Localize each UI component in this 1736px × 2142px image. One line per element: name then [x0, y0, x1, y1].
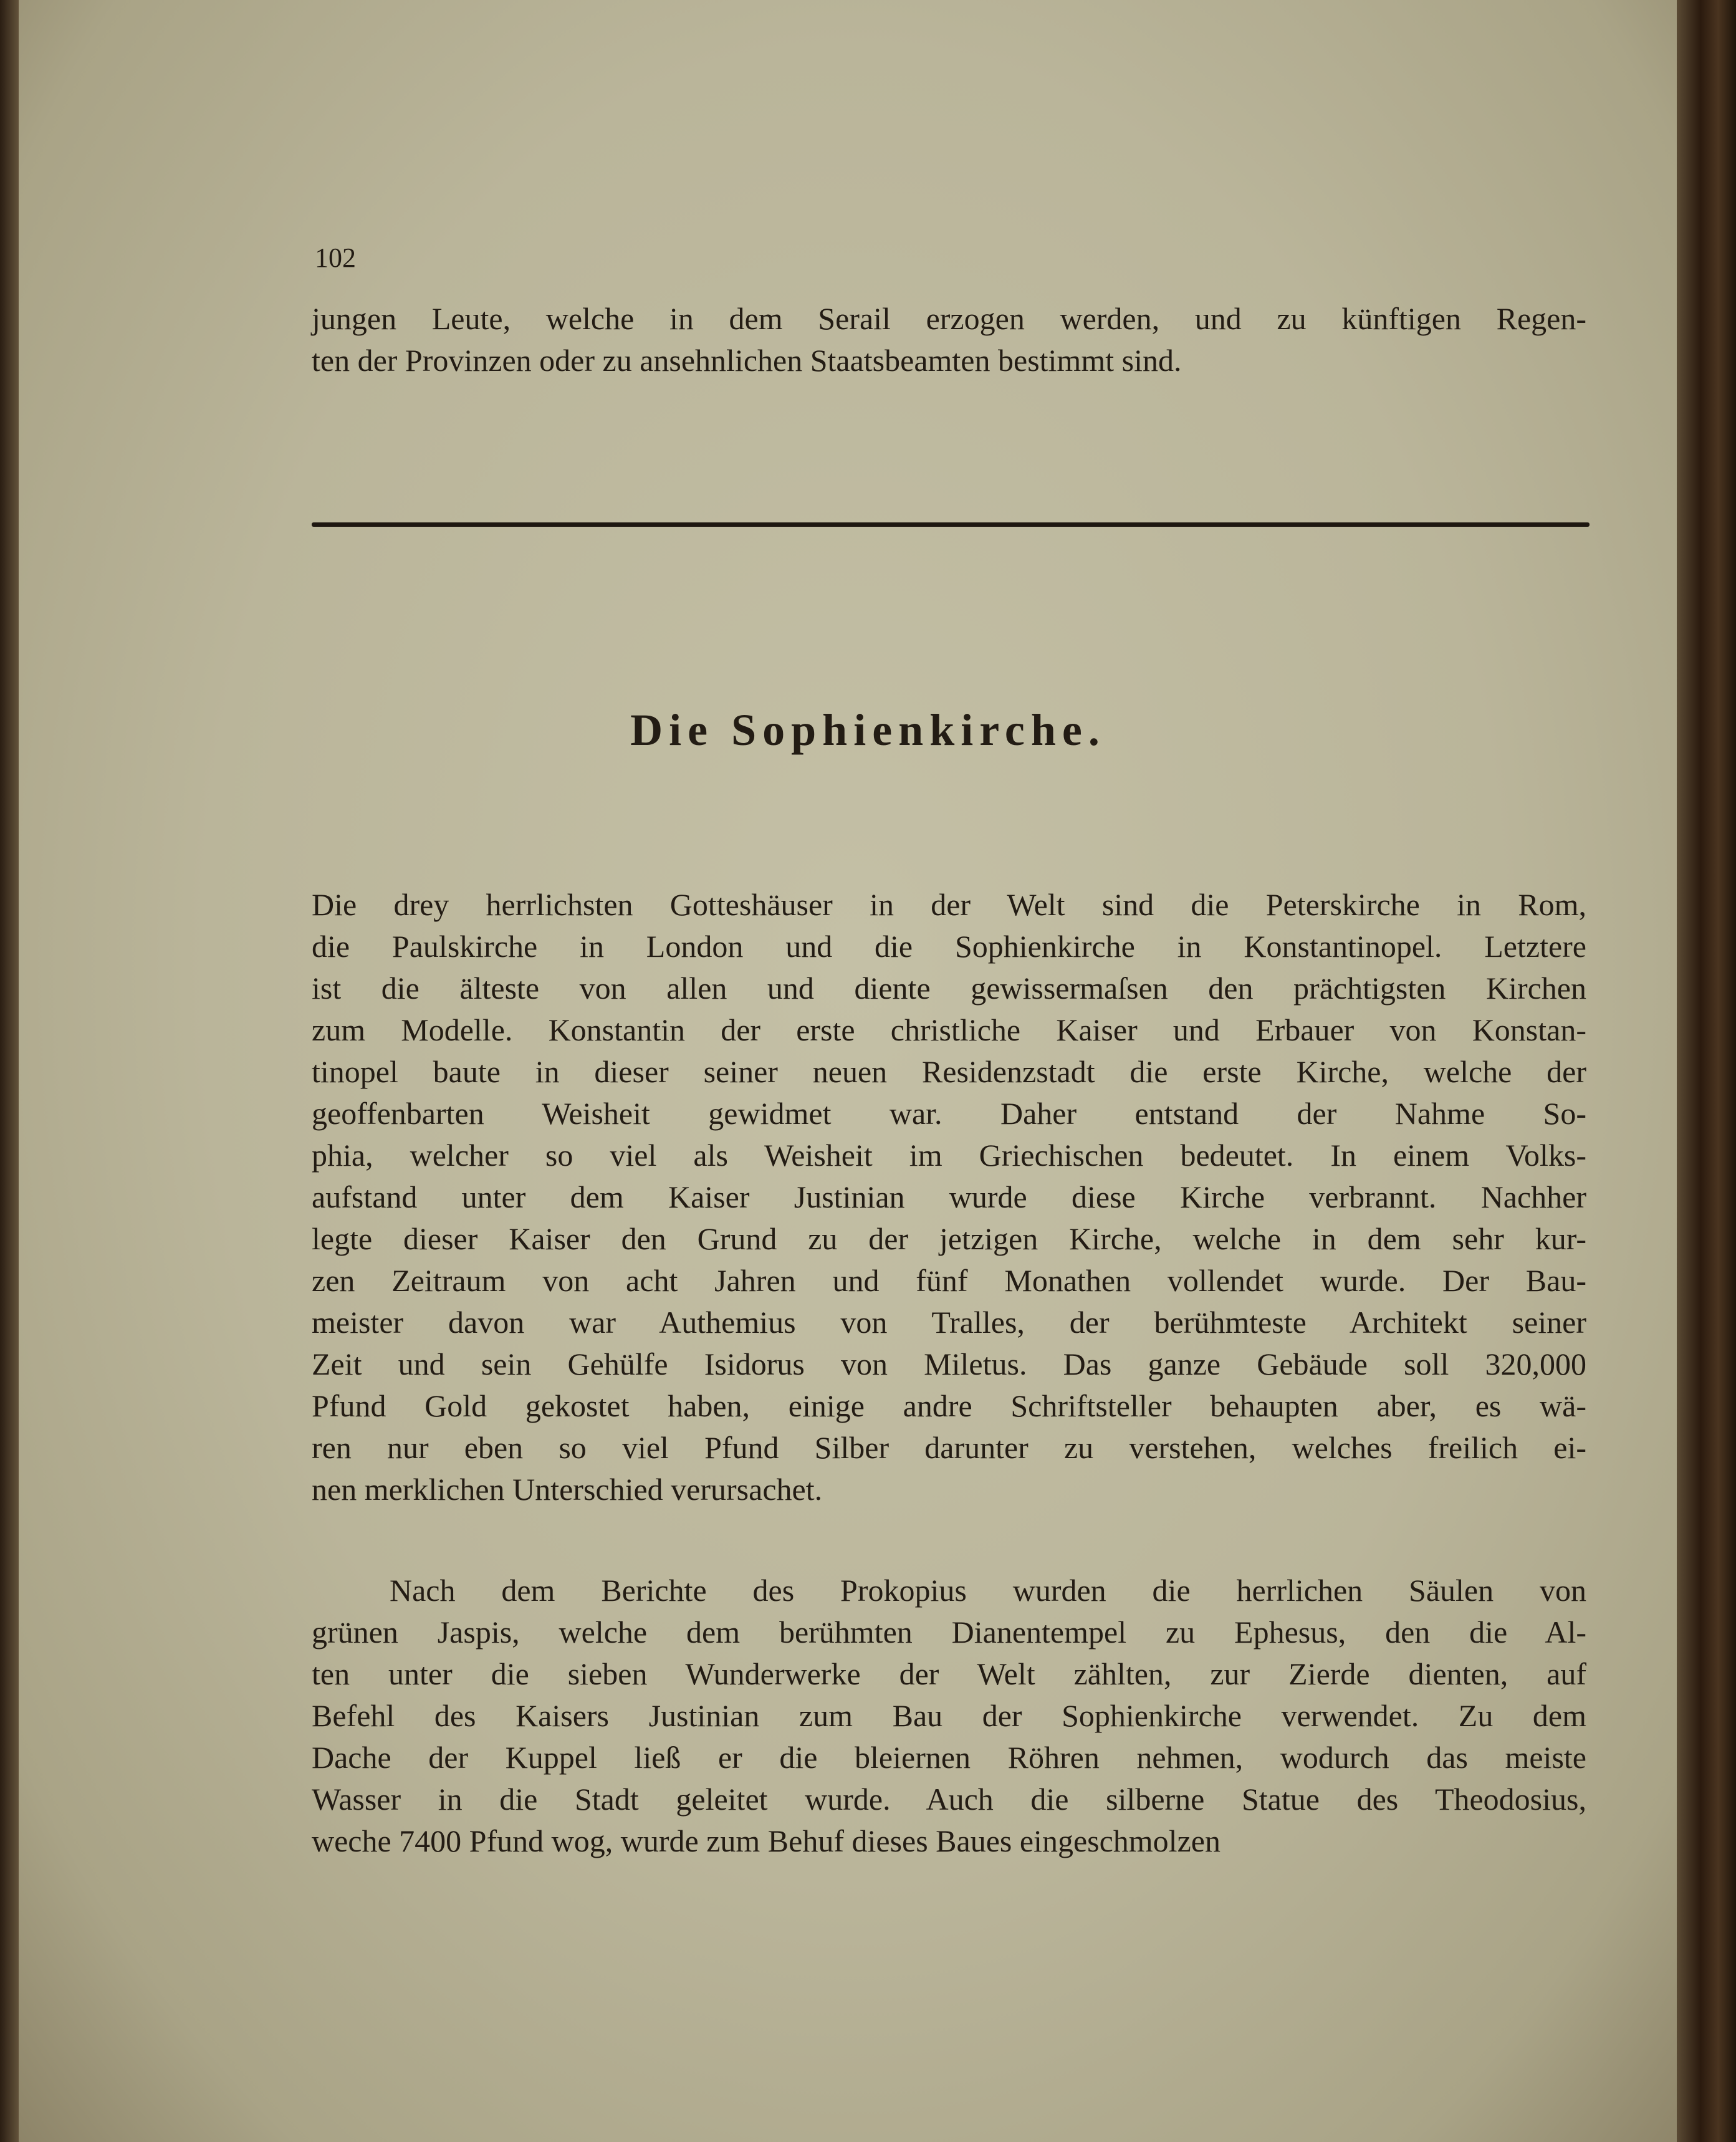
book-left-edge — [0, 0, 21, 2142]
text-line: Wasser in die Stadt geleitet wurde. Auch die silberne Statue des Theodosius, — [312, 1782, 1586, 1817]
text-line: grünen Jaspis, welche dem berühmten Dianentempel zu Ephesus, den die Al- — [312, 1615, 1586, 1650]
text-line: zen Zeitraum von acht Jahren und fünf Monathen vollendet wurde. Der Bau- — [312, 1263, 1586, 1298]
text-line: jungen Leute, welche in dem Serail erzogen werden, und zu künftigen Regen- — [312, 301, 1586, 336]
text-line: legte dieser Kaiser den Grund zu der jetzigen Kirche, welche in dem sehr kur- — [312, 1221, 1586, 1256]
text-line: ten der Provinzen oder zu ansehnlichen Staatsbeamten bestimmt sind. — [312, 343, 1182, 378]
page-number: 102 — [315, 243, 356, 273]
text-line: Dache der Kuppel ließ er die bleiernen Röhren nehmen, wodurch das meiste — [312, 1740, 1586, 1775]
text-line: die Paulskirche in London und die Sophienkirche in Konstantinopel. Letztere — [312, 929, 1586, 964]
text-line: tinopel baute in dieser seiner neuen Residenzstadt die erste Kirche, welche der — [312, 1054, 1586, 1089]
section-title: Die Sophienkirche. — [630, 705, 1106, 755]
text-line: Befehl des Kaisers Justinian zum Bau der Sophienkirche verwendet. Zu dem — [312, 1698, 1586, 1733]
text-line: ist die älteste von allen und diente gewissermaſsen den prächtigsten Kirchen — [312, 971, 1586, 1006]
section-divider — [312, 522, 1590, 527]
text-line: Zeit und sein Gehülfe Isidorus von Miletus. Das ganze Gebäude soll 320,000 — [312, 1347, 1586, 1381]
text-line: zum Modelle. Konstantin der erste christliche Kaiser und Erbauer von Konstan- — [312, 1012, 1586, 1047]
text-line: nen merklichen Unterschied verursachet. — [312, 1472, 823, 1507]
book-gutter — [1677, 0, 1736, 2142]
text-line: ten unter die sieben Wunderwerke der Welt zählten, zur Zierde dienten, auf — [312, 1656, 1586, 1691]
text-line: weche 7400 Pfund wog, wurde zum Behuf dieses Baues eingeschmolzen — [312, 1823, 1220, 1858]
text-line: aufstand unter dem Kaiser Justinian wurde diese Kirche verbrannt. Nachher — [312, 1179, 1586, 1214]
text-line: Die drey herrlichsten Gotteshäuser in der Welt sind die Peterskirche in Rom, — [312, 887, 1586, 922]
text-line: ren nur eben so viel Pfund Silber darunter zu verstehen, welches freilich ei- — [312, 1430, 1586, 1465]
text-line: geoffenbarten Weisheit gewidmet war. Daher entstand der Nahme So- — [312, 1096, 1586, 1131]
text-line: meister davon war Authemius von Tralles, der berühmteste Architekt seiner — [312, 1305, 1586, 1340]
text-line: Nach dem Berichte des Prokopius wurden die herrlichen Säulen von — [390, 1573, 1586, 1608]
text-line: phia, welcher so viel als Weisheit im Griechischen bedeutet. In einem Volks- — [312, 1138, 1586, 1173]
text-line: Pfund Gold gekostet haben, einige andre Schriftsteller behaupten aber, es wä- — [312, 1388, 1586, 1423]
